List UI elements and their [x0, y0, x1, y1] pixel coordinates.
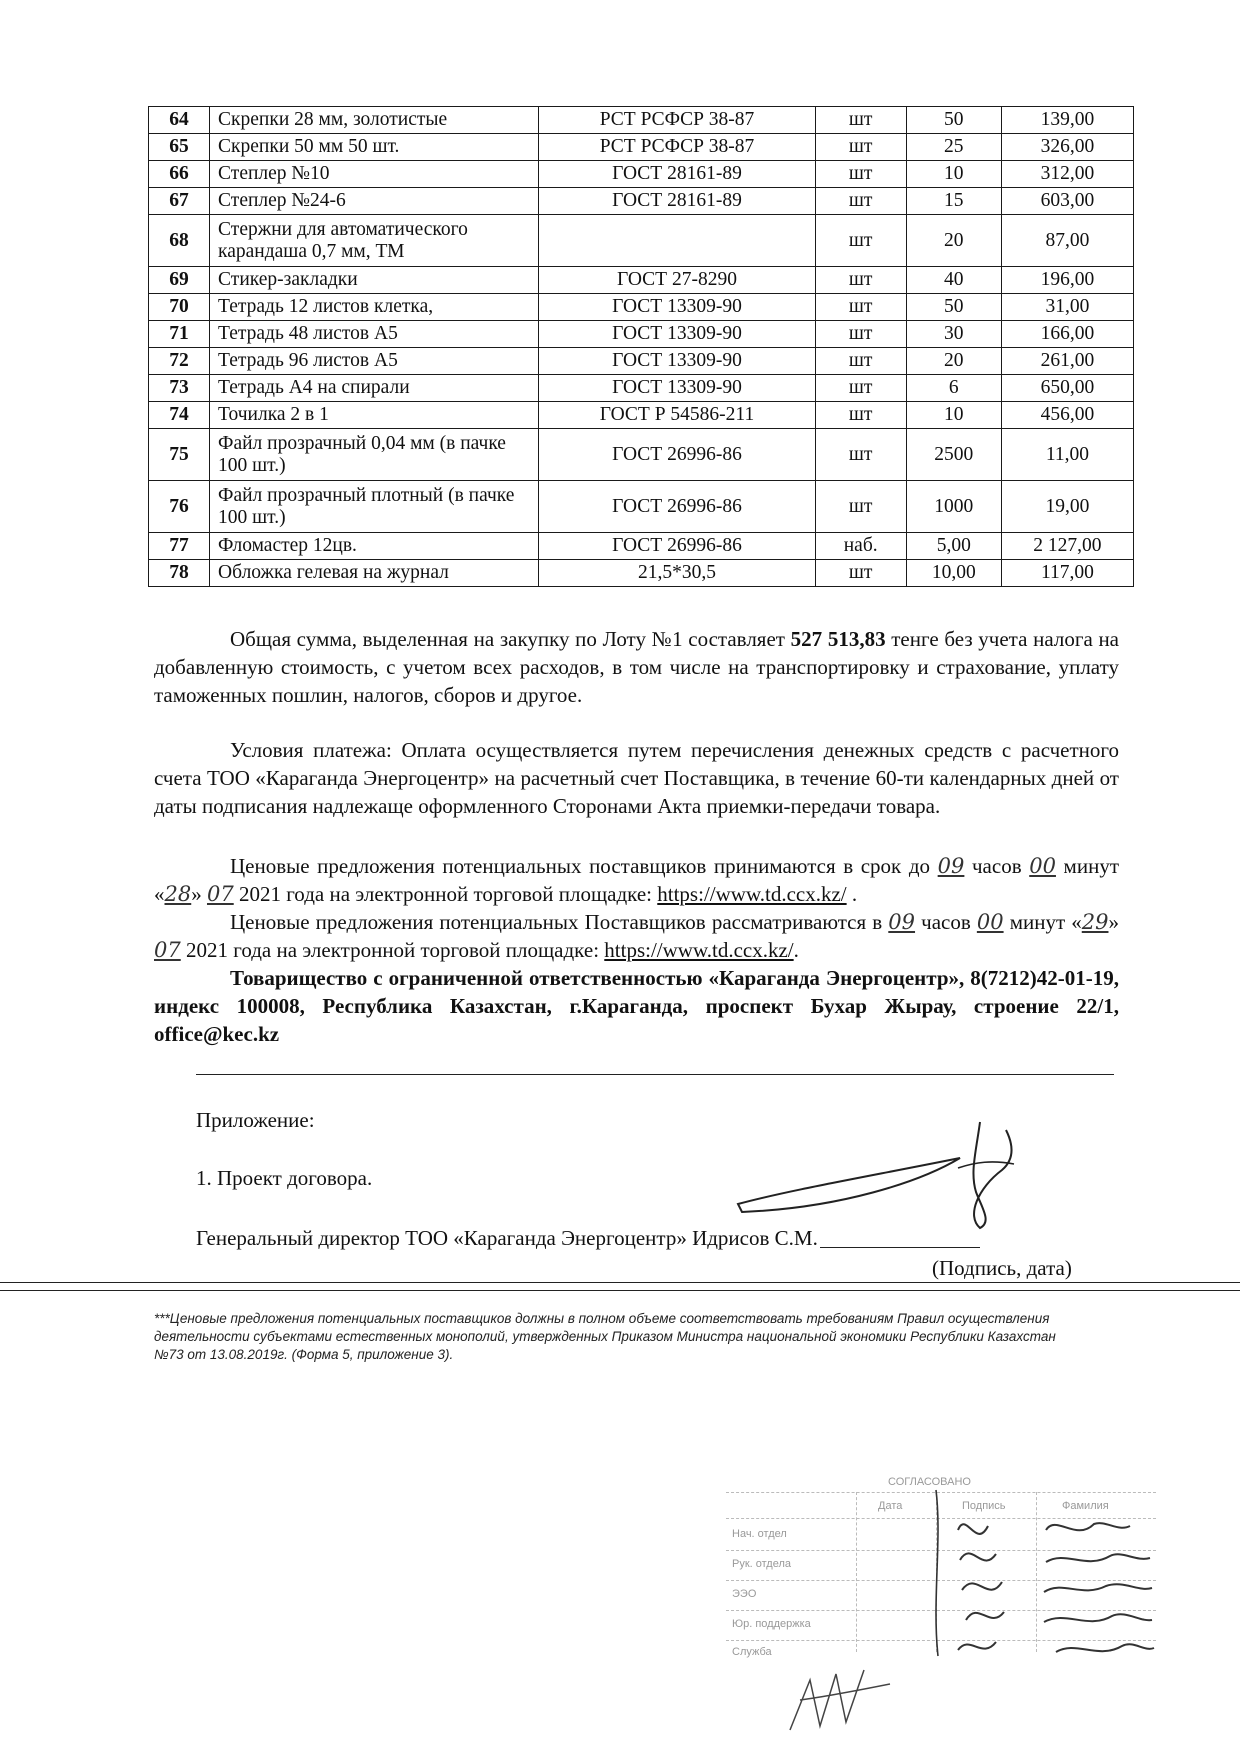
row-number: 72	[149, 348, 210, 375]
item-standard: ГОСТ 26996-86	[539, 533, 815, 560]
row-number: 70	[149, 294, 210, 321]
acceptance-text: минут «	[154, 854, 1119, 906]
item-quantity: 50	[906, 294, 1001, 321]
table-row	[149, 134, 1134, 161]
item-quantity: 10,00	[906, 560, 1001, 587]
item-name: Тетрадь 48 листов А5	[210, 321, 539, 348]
item-standard: РСТ РСФСР 38-87	[539, 107, 815, 134]
row-number: 73	[149, 375, 210, 402]
signature-caption: (Подпись, дата)	[932, 1256, 1072, 1280]
item-unit: шт	[815, 321, 906, 348]
acceptance-hour: 09	[937, 854, 965, 878]
item-standard: ГОСТ 28161-89	[539, 161, 815, 188]
table-row	[149, 533, 1134, 560]
item-standard: ГОСТ 26996-86	[539, 429, 815, 481]
stamp-row-label: Юр. поддержка	[732, 1618, 811, 1630]
item-name: Скрепки 28 мм, золотистые	[210, 107, 539, 134]
total-text-before: Общая сумма, выделенная на закупку по Лоту №1 составляет	[230, 627, 791, 651]
item-standard: ГОСТ 13309-90	[539, 321, 815, 348]
acceptance-text: часов	[964, 854, 1030, 878]
item-price: 31,00	[1001, 294, 1133, 321]
item-quantity: 2500	[906, 429, 1001, 481]
stamp-row-label: Служба	[732, 1646, 772, 1658]
item-price: 196,00	[1001, 267, 1133, 294]
item-price: 603,00	[1001, 188, 1133, 215]
row-number: 76	[149, 481, 210, 533]
company-info: Товарищество с ограниченной ответственностью «Караганда Энергоцентр», 8(7212)42-01-19, индекс 100008, Республика Казахстан, г.Караганда, проспект Бухар Жырау, строение 22/1, office@kec.kz	[154, 966, 1119, 1046]
item-name: Степлер №10	[210, 161, 539, 188]
stamp-title: СОГЛАСОВАНО	[888, 1476, 971, 1488]
review-deadline	[154, 908, 1119, 964]
acceptance-text: .	[846, 882, 858, 906]
item-price: 166,00	[1001, 321, 1133, 348]
review-text: минут «	[1003, 910, 1082, 934]
row-number: 65	[149, 134, 210, 161]
row-number: 75	[149, 429, 210, 481]
stamp-row-label: Нач. отдел	[732, 1528, 787, 1540]
row-number: 67	[149, 188, 210, 215]
item-standard: ГОСТ 26996-86	[539, 481, 815, 533]
stamp-row-label: Рук. отдела	[732, 1558, 792, 1570]
table-row	[149, 402, 1134, 429]
item-name: Степлер №24-6	[210, 188, 539, 215]
item-price: 117,00	[1001, 560, 1133, 587]
item-price: 139,00	[1001, 107, 1133, 134]
table-row	[149, 560, 1134, 587]
item-quantity: 30	[906, 321, 1001, 348]
row-number: 78	[149, 560, 210, 587]
table-row	[149, 321, 1134, 348]
item-quantity: 1000	[906, 481, 1001, 533]
review-day: 29	[1081, 910, 1109, 934]
stamp-row-label: ЭЭО	[732, 1588, 757, 1600]
review-url-link[interactable]: https://www.td.ccx.kz/	[604, 938, 794, 962]
item-price: 2 127,00	[1001, 533, 1133, 560]
item-unit: шт	[815, 560, 906, 587]
row-number: 71	[149, 321, 210, 348]
item-unit: шт	[815, 402, 906, 429]
item-quantity: 20	[906, 215, 1001, 267]
item-unit: наб.	[815, 533, 906, 560]
item-quantity: 5,00	[906, 533, 1001, 560]
item-name: Фломастер 12цв.	[210, 533, 539, 560]
page-divider	[0, 1290, 1240, 1291]
table-row	[149, 348, 1134, 375]
item-unit: шт	[815, 134, 906, 161]
item-price: 11,00	[1001, 429, 1133, 481]
table-row	[149, 107, 1134, 134]
separator-line	[196, 1074, 1114, 1075]
items-table-body	[149, 107, 1134, 587]
approval-stamp	[726, 1470, 1156, 1660]
acceptance-day: 28	[164, 882, 192, 906]
item-unit: шт	[815, 215, 906, 267]
item-standard: ГОСТ 13309-90	[539, 294, 815, 321]
item-standard: ГОСТ 28161-89	[539, 188, 815, 215]
item-unit: шт	[815, 267, 906, 294]
item-unit: шт	[815, 188, 906, 215]
item-name: Тетрадь А4 на спирали	[210, 375, 539, 402]
item-standard	[539, 215, 815, 267]
acceptance-deadline	[154, 852, 1119, 908]
item-standard: 21,5*30,5	[539, 560, 815, 587]
signatory-line	[196, 1226, 980, 1251]
item-price: 261,00	[1001, 348, 1133, 375]
signature-field	[820, 1247, 980, 1248]
review-text: »	[1108, 910, 1119, 934]
row-number: 68	[149, 215, 210, 267]
table-row	[149, 481, 1134, 533]
item-quantity: 10	[906, 402, 1001, 429]
review-text: часов	[915, 910, 977, 934]
item-unit: шт	[815, 161, 906, 188]
item-quantity: 25	[906, 134, 1001, 161]
review-text: .	[793, 938, 799, 962]
row-number: 64	[149, 107, 210, 134]
stamp-col-name: Фамилия	[1062, 1500, 1109, 1512]
item-price: 19,00	[1001, 481, 1133, 533]
total-paragraph	[154, 625, 1119, 709]
signatory-name: Генеральный директор ТОО «Караганда Энергоцентр» Идрисов С.М.	[196, 1226, 818, 1250]
table-row	[149, 161, 1134, 188]
item-standard: ГОСТ 27-8290	[539, 267, 815, 294]
row-number: 74	[149, 402, 210, 429]
item-name: Обложка гелевая на журнал	[210, 560, 539, 587]
review-text: Ценовые предложения потенциальных Поставщиков рассматриваются в	[230, 910, 889, 934]
review-text: 2021 года на электронной торговой площадке:	[180, 938, 605, 962]
acceptance-text: Ценовые предложения потенциальных поставщиков принимаются в срок до	[230, 854, 938, 878]
item-price: 87,00	[1001, 215, 1133, 267]
item-unit: шт	[815, 429, 906, 481]
item-standard: ГОСТ Р 54586-211	[539, 402, 815, 429]
acceptance-text: 2021 года на электронной торговой площадке:	[233, 882, 658, 906]
table-row	[149, 267, 1134, 294]
footnote: ***Ценовые предложения потенциальных поставщиков должны в полном объеме соответствовать требованиям Правил осуществления деятельности субъектами естественных монополий, утвержденных Приказом Министра национальной экономики Республики Казахстан №73 от 13.08.2019г. (Форма 5, приложение 3).	[154, 1311, 1056, 1362]
acceptance-text: »	[191, 882, 207, 906]
stamp-col-date: Дата	[878, 1500, 903, 1512]
appendix-item: 1. Проект договора.	[196, 1166, 373, 1190]
item-quantity: 20	[906, 348, 1001, 375]
item-name: Тетрадь 12 листов клетка,	[210, 294, 539, 321]
total-amount: 527 513,83	[790, 627, 886, 651]
item-unit: шт	[815, 107, 906, 134]
stamp-signatures	[726, 1470, 1156, 1660]
review-minute: 00	[976, 910, 1004, 934]
items-table	[148, 106, 1134, 587]
initials-scribble	[780, 1660, 920, 1740]
director-signature	[730, 1112, 1100, 1232]
total-text-after: тенге без учета налога на добавленную стоимость, с учетом всех расходов, в том числе на транспортировку и страхование, уплату таможенных пошлин, налогов, сборов и другое.	[154, 627, 1119, 707]
page-divider	[0, 1282, 1240, 1283]
item-name: Файл прозрачный 0,04 мм (в пачке 100 шт.)	[210, 429, 539, 481]
item-quantity: 15	[906, 188, 1001, 215]
acceptance-month: 07	[206, 882, 234, 906]
payment-terms: Условия платежа: Оплата осуществляется путем перечисления денежных средств с расчетного счета ТОО «Караганда Энергоцентр» на расчетный счет Поставщика, в течение 60-ти календарных дней от даты подписания надлежаще оформленного Сторонами Акта приемки-передачи товара.	[154, 738, 1119, 818]
item-quantity: 10	[906, 161, 1001, 188]
item-quantity: 40	[906, 267, 1001, 294]
item-unit: шт	[815, 348, 906, 375]
item-name: Скрепки 50 мм 50 шт.	[210, 134, 539, 161]
item-quantity: 50	[906, 107, 1001, 134]
item-standard: ГОСТ 13309-90	[539, 348, 815, 375]
item-quantity: 6	[906, 375, 1001, 402]
appendix-label: Приложение:	[196, 1108, 315, 1132]
table-row	[149, 429, 1134, 481]
item-name: Точилка 2 в 1	[210, 402, 539, 429]
item-unit: шт	[815, 294, 906, 321]
table-row	[149, 188, 1134, 215]
table-row	[149, 215, 1134, 267]
acceptance-url-link[interactable]: https://www.td.ccx.kz/	[657, 882, 847, 906]
stamp-col-sign: Подпись	[962, 1500, 1006, 1512]
row-number: 66	[149, 161, 210, 188]
item-unit: шт	[815, 375, 906, 402]
row-number: 69	[149, 267, 210, 294]
review-month: 07	[154, 938, 181, 962]
item-price: 650,00	[1001, 375, 1133, 402]
acceptance-minute: 00	[1029, 854, 1056, 878]
row-number: 77	[149, 533, 210, 560]
item-standard: РСТ РСФСР 38-87	[539, 134, 815, 161]
item-price: 326,00	[1001, 134, 1133, 161]
item-unit: шт	[815, 481, 906, 533]
item-name: Тетрадь 96 листов А5	[210, 348, 539, 375]
item-price: 456,00	[1001, 402, 1133, 429]
item-name: Файл прозрачный плотный (в пачке 100 шт.)	[210, 481, 539, 533]
table-row	[149, 294, 1134, 321]
item-name: Стикер-закладки	[210, 267, 539, 294]
item-price: 312,00	[1001, 161, 1133, 188]
review-hour: 09	[888, 910, 916, 934]
table-row	[149, 375, 1134, 402]
item-standard: ГОСТ 13309-90	[539, 375, 815, 402]
item-name: Стержни для автоматического карандаша 0,7 мм, ТМ	[210, 215, 539, 267]
